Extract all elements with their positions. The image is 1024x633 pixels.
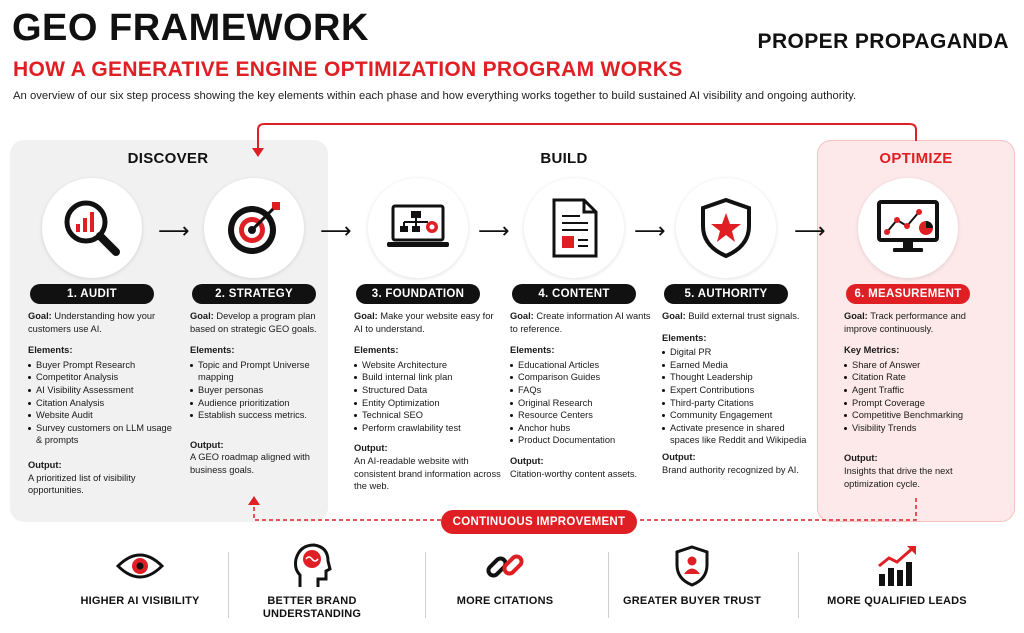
divider [798,552,799,618]
list-item: Product Documentation [510,434,658,447]
output-label: Output: [662,451,696,462]
list-item: Resource Centers [510,409,658,422]
phase-label-build: BUILD [540,150,588,167]
step-measurement [834,178,992,489]
goal-text [28,310,176,335]
list-item: Competitive Benchmarking [844,409,992,422]
output-text: A prioritized list of visibility opportunities. [28,472,136,496]
goal-label: Goal: [662,311,686,321]
goal-text [662,310,810,323]
outcome-label: GREATER BUYER TRUST [622,595,762,607]
list-item: Expert Contributions [662,384,810,397]
outcome-more-qualified-leads [807,540,987,608]
output-label: Output: [28,459,62,470]
goal-text [510,310,658,335]
goal-value: Build external trust signals. [688,311,800,321]
step-details [844,310,992,490]
list-item: Build internal link plan [354,371,502,384]
list-item: AI Visibility Assessment [28,384,176,397]
step-label: 2. STRATEGY [192,284,316,304]
growth-chart-icon [807,540,987,592]
list-item: Website Architecture [354,359,502,372]
list-item: Website Audit [28,409,176,422]
shield-person-icon [602,540,782,592]
sitemap-laptop-icon [368,178,468,278]
chain-link-icon [415,540,595,592]
elements-list [662,346,810,447]
step-foundation [344,178,502,492]
step-label: 3. FOUNDATION [356,284,480,304]
goal-value: Create information AI wants to reference. [510,311,651,334]
outcome-label: HIGHER AI VISIBILITY [80,595,200,607]
outcome-label: MORE CITATIONS [456,595,554,607]
step-strategy [180,178,338,475]
flow-arrow-1: ⟶ [158,218,190,243]
list-item: Citation Rate [844,371,992,384]
continuous-improvement-badge: CONTINUOUS IMPROVEMENT [441,510,637,534]
shield-star-icon [676,178,776,278]
list-item: Audience prioritization [190,397,338,410]
step-label: 6. MEASUREMENT [846,284,970,304]
brand-logo: PROPER PROPAGANDA [757,30,1009,53]
elements-label: Elements: [662,332,707,343]
list-item: Original Research [510,397,658,410]
outcome-label: BETTER BRAND UNDERSTANDING [262,595,362,620]
output-text: Citation-worthy content assets. [510,468,638,479]
list-item: Thought Leadership [662,371,810,384]
step-details [510,310,658,480]
step-details [28,310,176,497]
monitor-chart-icon [858,178,958,278]
step-details [190,310,338,477]
list-item: Buyer Prompt Research [28,359,176,372]
output-label: Output: [844,453,878,464]
elements-list [510,359,658,447]
list-item: Visibility Trends [844,422,992,435]
page-subtitle: HOW A GENERATIVE ENGINE OPTIMIZATION PROGRAM WORKS [13,58,683,81]
list-item: Activate presence in shared spaces like Reddit and Wikipedia [662,422,810,447]
flow-arrow-4: ⟶ [634,218,666,243]
outcome-label: MORE QUALIFIED LEADS [827,595,967,607]
elements-label: Elements: [510,345,555,356]
output-label: Output: [354,443,388,454]
goal-text [354,310,502,335]
step-label: 4. CONTENT [512,284,636,304]
list-item: Structured Data [354,384,502,397]
goal-label: Goal: [28,311,52,321]
elements-label: Elements: [354,345,399,356]
goal-value: Track performance and improve continuously. [844,311,966,334]
list-item: Earned Media [662,359,810,372]
list-item: Anchor hubs [510,422,658,435]
step-authority [652,178,810,475]
output-text: An AI-readable website with consistent brand information across the web. [354,455,501,492]
list-item: Survey customers on LLM usage & prompts [28,422,176,447]
list-item: Agent Traffic [844,384,992,397]
elements-label: Key Metrics: [844,345,900,356]
intro-text: An overview of our six step process showing the key elements within each phase and how everything works together to build sustained AI visibility and ongoing authority. [13,90,857,102]
goal-value: Develop a program plan based on strategic GEO goals. [190,311,317,334]
output-label: Output: [510,455,544,466]
outcome-higher-ai-visibility [50,540,230,608]
brain-head-icon [222,540,402,592]
step-label: 1. AUDIT [30,284,154,304]
flow-arrow-5: ⟶ [794,218,826,243]
document-icon [524,178,624,278]
outcome-better-brand-understanding [222,540,402,621]
goal-value: Make your website easy for AI to understand. [354,311,494,334]
elements-label: Elements: [28,345,73,356]
goal-label: Goal: [354,311,378,321]
eye-icon [50,540,230,592]
list-item: Perform crawlability test [354,422,502,435]
elements-list [844,359,992,435]
goal-value: Understanding how your customers use AI. [28,311,156,334]
goal-text [190,310,338,335]
step-audit [18,178,176,496]
elements-label: Elements: [190,345,235,356]
flow-arrow-3: ⟶ [478,218,510,243]
output-text: Brand authority recognized by AI. [662,464,799,475]
elements-list [190,359,338,422]
list-item: Competitor Analysis [28,371,176,384]
output-text: Insights that drive the next optimization cycle. [844,465,953,489]
list-item: Buyer personas [190,384,338,397]
goal-label: Goal: [844,311,868,321]
flow-arrow-2: ⟶ [320,218,352,243]
outcomes-row [50,540,980,628]
magnifier-chart-icon [42,178,142,278]
list-item: FAQs [510,384,658,397]
list-item: Prompt Coverage [844,397,992,410]
target-icon [204,178,304,278]
phase-label-discover: DISCOVER [127,150,209,167]
list-item: Third-party Citations [662,397,810,410]
list-item: Share of Answer [844,359,992,372]
page-title: GEO FRAMEWORK [12,7,369,49]
outcome-greater-buyer-trust [602,540,782,608]
elements-list [28,359,176,447]
list-item: Comparison Guides [510,371,658,384]
list-item: Technical SEO [354,409,502,422]
step-details [662,310,810,476]
step-details [354,310,502,493]
step-label: 5. AUTHORITY [664,284,788,304]
outcome-more-citations [415,540,595,608]
list-item: Community Engagement [662,409,810,422]
list-item: Citation Analysis [28,397,176,410]
goal-label: Goal: [190,311,214,321]
list-item: Establish success metrics. [190,409,338,422]
output-text: A GEO roadmap aligned with business goals. [190,452,310,475]
elements-list [354,359,502,435]
goal-text [844,310,992,335]
list-item: Entity Optimization [354,397,502,410]
step-content [500,178,658,479]
output-label: Output: [190,439,224,450]
list-item: Digital PR [662,346,810,359]
goal-label: Goal: [510,311,534,321]
list-item: Educational Articles [510,359,658,372]
list-item: Topic and Prompt Universe mapping [190,359,338,384]
phase-label-optimize: OPTIMIZE [879,150,953,167]
